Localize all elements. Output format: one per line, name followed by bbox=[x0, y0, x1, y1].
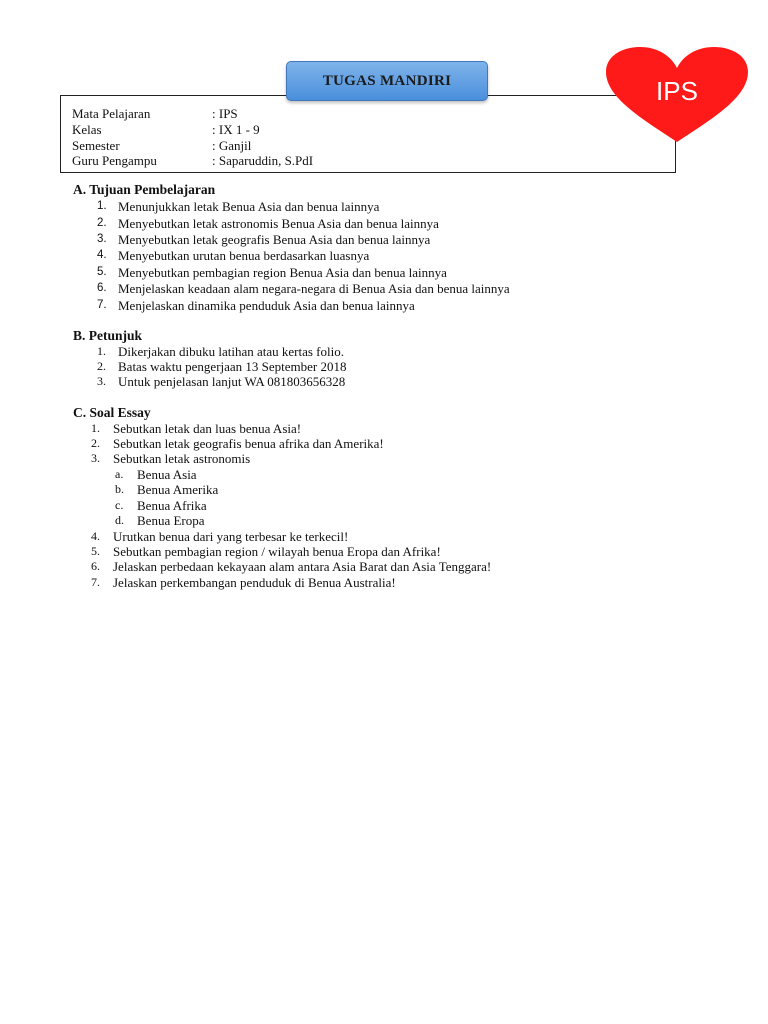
list-item: Menyebutkan urutan benua berdasarkan luasnya bbox=[118, 248, 370, 263]
sub-item: Benua Asia bbox=[137, 467, 197, 482]
list-item: Menyebutkan letak astronomis Benua Asia dan benua lainnya bbox=[118, 216, 439, 231]
list-item-number: 4. bbox=[97, 249, 107, 261]
sub-item-letter: a. bbox=[115, 467, 124, 481]
list-item: Batas waktu pengerjaan 13 September 2018 bbox=[118, 359, 347, 374]
section-b-heading: B. Petunjuk bbox=[73, 328, 143, 343]
info-label-class: Kelas bbox=[72, 122, 102, 137]
list-item: Menyebutkan letak geografis Benua Asia dan benua lainnya bbox=[118, 232, 431, 247]
sub-item: Benua Afrika bbox=[137, 498, 207, 513]
list-item: Untuk penjelasan lanjut WA 081803656328 bbox=[118, 374, 346, 389]
list-item-number: 2. bbox=[97, 359, 106, 373]
info-label-subject: Mata Pelajaran bbox=[72, 106, 151, 121]
list-item: Sebutkan letak dan luas benua Asia! bbox=[113, 421, 302, 436]
list-item-number: 3. bbox=[97, 233, 107, 245]
info-value-subject: : IPS bbox=[212, 106, 238, 121]
list-item: Menyebutkan pembagian region Benua Asia dan benua lainnya bbox=[118, 265, 447, 280]
sub-item-letter: d. bbox=[115, 513, 124, 527]
list-item: Sebutkan letak astronomis bbox=[113, 451, 251, 466]
section-c-heading: C. Soal Essay bbox=[73, 405, 151, 420]
page-title: TUGAS MANDIRI bbox=[286, 61, 488, 101]
list-item: Menjelaskan keadaan alam negara-negara di Benua Asia dan benua lainnya bbox=[118, 281, 510, 296]
list-item-number: 3. bbox=[91, 451, 100, 465]
list-item-number: 3. bbox=[97, 374, 106, 388]
subject-badge: IPS bbox=[656, 76, 698, 106]
sub-item-letter: b. bbox=[115, 482, 124, 496]
list-item: Sebutkan pembagian region / wilayah benua Eropa dan Afrika! bbox=[113, 544, 441, 559]
sub-item: Benua Eropa bbox=[137, 513, 205, 528]
list-item-number: 4. bbox=[91, 529, 100, 543]
list-item: Menjelaskan dinamika penduduk Asia dan benua lainnya bbox=[118, 298, 415, 313]
list-item-number: 5. bbox=[91, 544, 100, 558]
list-item-number: 7. bbox=[91, 575, 100, 589]
list-item-number: 1. bbox=[97, 344, 106, 358]
sub-item-letter: c. bbox=[115, 498, 124, 512]
section-a-heading: A. Tujuan Pembelajaran bbox=[73, 182, 216, 197]
sub-item: Benua Amerika bbox=[137, 482, 219, 497]
list-item: Urutkan benua dari yang terbesar ke terkecil! bbox=[113, 529, 349, 544]
list-item-number: 6. bbox=[91, 559, 100, 573]
list-item-number: 6. bbox=[97, 282, 107, 294]
info-value-class: : IX 1 - 9 bbox=[212, 122, 260, 137]
list-item-number: 2. bbox=[97, 217, 107, 229]
info-value-teacher: : Saparuddin, S.PdI bbox=[212, 153, 314, 168]
list-item: Menunjukkan letak Benua Asia dan benua lainnya bbox=[118, 199, 380, 214]
info-label-teacher: Guru Pengampu bbox=[72, 153, 157, 168]
list-item-number: 1. bbox=[91, 421, 100, 435]
list-item: Sebutkan letak geografis benua afrika dan Amerika! bbox=[113, 436, 384, 451]
list-item-number: 7. bbox=[97, 299, 107, 311]
list-item-number: 2. bbox=[91, 436, 100, 450]
list-item: Dikerjakan dibuku latihan atau kertas folio. bbox=[118, 344, 344, 359]
info-label-semester: Semester bbox=[72, 138, 120, 153]
list-item: Jelaskan perkembangan penduduk di Benua Australia! bbox=[113, 575, 396, 590]
list-item-number: 5. bbox=[97, 266, 107, 278]
list-item-number: 1. bbox=[97, 200, 107, 212]
info-value-semester: : Ganjil bbox=[212, 138, 252, 153]
list-item: Jelaskan perbedaan kekayaan alam antara Asia Barat dan Asia Tenggara! bbox=[113, 559, 492, 574]
